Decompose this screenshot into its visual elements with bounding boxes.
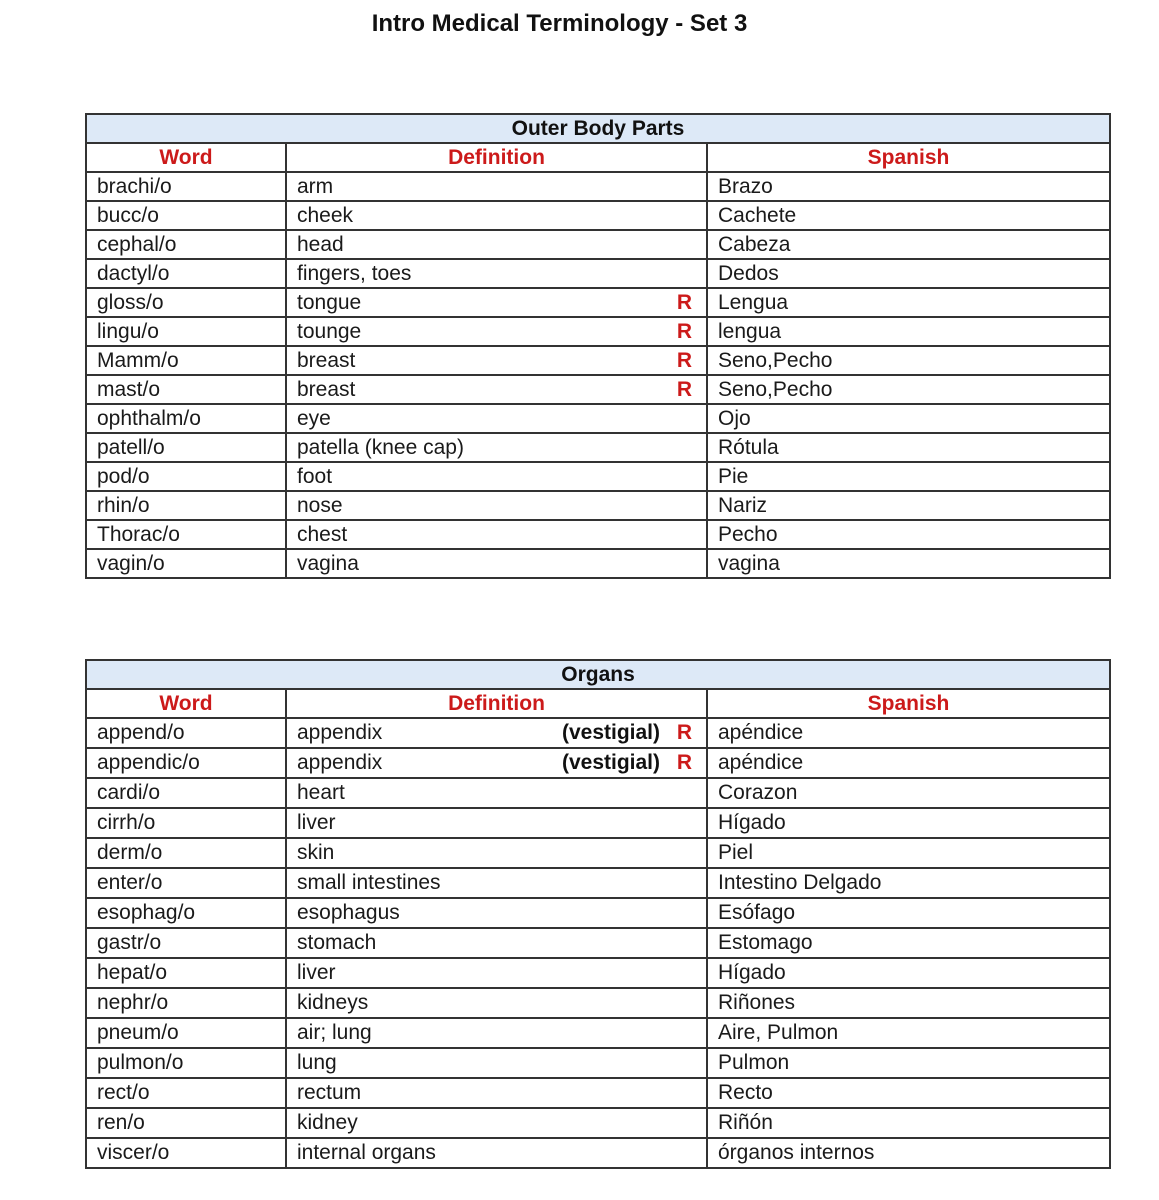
definition-cell bbox=[286, 462, 707, 491]
definition-cell bbox=[286, 808, 707, 838]
definition-text: tongue bbox=[297, 291, 362, 314]
spanish-cell: Esófago bbox=[707, 898, 1110, 928]
spanish-cell: vagina bbox=[707, 549, 1110, 578]
table-caption: Organs bbox=[86, 660, 1110, 689]
word-cell: Thorac/o bbox=[86, 520, 286, 549]
spanish-cell: apéndice bbox=[707, 748, 1110, 778]
definition-cell bbox=[286, 201, 707, 230]
definition-text: chest bbox=[297, 523, 348, 546]
definition-cell bbox=[286, 346, 707, 375]
definition-text: patella (knee cap) bbox=[297, 436, 464, 459]
table-row bbox=[86, 433, 1110, 462]
table-body bbox=[86, 172, 1110, 578]
definition-cell bbox=[286, 898, 707, 928]
table-row bbox=[86, 898, 1110, 928]
word-cell: vagin/o bbox=[86, 549, 286, 578]
word-cell: cirrh/o bbox=[86, 808, 286, 838]
table-row bbox=[86, 748, 1110, 778]
column-header-word: Word bbox=[86, 689, 286, 718]
word-cell: pneum/o bbox=[86, 1018, 286, 1048]
definition-cell bbox=[286, 288, 707, 317]
spanish-cell: Seno,Pecho bbox=[707, 375, 1110, 404]
definition-text: stomach bbox=[297, 931, 377, 954]
column-header-spanish: Spanish bbox=[707, 143, 1110, 172]
table-row bbox=[86, 1078, 1110, 1108]
table-row bbox=[86, 718, 1110, 748]
definition-cell bbox=[286, 230, 707, 259]
definition-cell bbox=[286, 375, 707, 404]
definition-text: air; lung bbox=[297, 1021, 372, 1044]
definition-cell bbox=[286, 778, 707, 808]
definition-text: heart bbox=[297, 781, 345, 804]
document-title: Intro Medical Terminology - Set 3 bbox=[371, 10, 748, 37]
definition-cell bbox=[286, 1078, 707, 1108]
definition-cell bbox=[286, 317, 707, 346]
spanish-cell: Cachete bbox=[707, 201, 1110, 230]
word-cell: brachi/o bbox=[86, 172, 286, 201]
spanish-cell: Ojo bbox=[707, 404, 1110, 433]
column-header-spanish: Spanish bbox=[707, 689, 1110, 718]
word-cell: bucc/o bbox=[86, 201, 286, 230]
table-row bbox=[86, 1018, 1110, 1048]
definition-cell bbox=[286, 1048, 707, 1078]
table-row bbox=[86, 838, 1110, 868]
table-row bbox=[86, 928, 1110, 958]
note-label: (vestigial) bbox=[561, 721, 660, 744]
word-cell: pod/o bbox=[86, 462, 286, 491]
definition-cell bbox=[286, 718, 707, 748]
definition-cell bbox=[286, 404, 707, 433]
word-cell: appendic/o bbox=[86, 748, 286, 778]
definition-text: fingers, toes bbox=[297, 262, 412, 285]
column-header-definition: Definition bbox=[286, 143, 707, 172]
spanish-cell: lengua bbox=[707, 317, 1110, 346]
word-cell: rect/o bbox=[86, 1078, 286, 1108]
spanish-cell: Hígado bbox=[707, 808, 1110, 838]
table-row bbox=[86, 520, 1110, 549]
definition-text: foot bbox=[297, 465, 333, 488]
table-row bbox=[86, 1108, 1110, 1138]
definition-text: small intestines bbox=[297, 871, 441, 894]
word-cell: ophthalm/o bbox=[86, 404, 286, 433]
table-row bbox=[86, 1138, 1110, 1168]
spanish-cell: Dedos bbox=[707, 259, 1110, 288]
spanish-cell: Intestino Delgado bbox=[707, 868, 1110, 898]
spanish-cell: apéndice bbox=[707, 718, 1110, 748]
word-cell: Mamm/o bbox=[86, 346, 286, 375]
definition-cell bbox=[286, 868, 707, 898]
spanish-cell: Pecho bbox=[707, 520, 1110, 549]
definition-cell bbox=[286, 491, 707, 520]
definition-text: esophagus bbox=[297, 901, 400, 924]
spanish-cell: Hígado bbox=[707, 958, 1110, 988]
definition-text: nose bbox=[297, 494, 343, 517]
r-marker: R bbox=[676, 291, 692, 314]
definition-text: appendix bbox=[297, 751, 383, 774]
word-cell: patell/o bbox=[86, 433, 286, 462]
word-cell: nephr/o bbox=[86, 988, 286, 1018]
spanish-cell: Seno,Pecho bbox=[707, 346, 1110, 375]
definition-text: liver bbox=[297, 811, 336, 834]
spanish-cell: Riñón bbox=[707, 1108, 1110, 1138]
note-label: (vestigial) bbox=[561, 751, 660, 774]
table-body bbox=[86, 718, 1110, 1168]
definition-text: appendix bbox=[297, 721, 383, 744]
table-row bbox=[86, 549, 1110, 578]
definition-cell bbox=[286, 549, 707, 578]
spanish-cell: órganos internos bbox=[707, 1138, 1110, 1168]
table-caption: Outer Body Parts bbox=[86, 114, 1110, 143]
definition-text: cheek bbox=[297, 204, 354, 227]
outer-body-parts-table bbox=[85, 113, 1111, 579]
spanish-cell: Rótula bbox=[707, 433, 1110, 462]
definition-cell bbox=[286, 1018, 707, 1048]
table-row bbox=[86, 808, 1110, 838]
definition-cell bbox=[286, 172, 707, 201]
table-row bbox=[86, 491, 1110, 520]
definition-cell bbox=[286, 259, 707, 288]
word-cell: esophag/o bbox=[86, 898, 286, 928]
definition-cell bbox=[286, 520, 707, 549]
spanish-cell: Piel bbox=[707, 838, 1110, 868]
word-cell: derm/o bbox=[86, 838, 286, 868]
table-row bbox=[86, 375, 1110, 404]
table-row bbox=[86, 462, 1110, 491]
spanish-cell: Pulmon bbox=[707, 1048, 1110, 1078]
table-row bbox=[86, 958, 1110, 988]
definition-cell bbox=[286, 958, 707, 988]
definition-cell bbox=[286, 748, 707, 778]
word-cell: cardi/o bbox=[86, 778, 286, 808]
table-row bbox=[86, 259, 1110, 288]
spanish-cell: Estomago bbox=[707, 928, 1110, 958]
word-cell: gastr/o bbox=[86, 928, 286, 958]
word-cell: hepat/o bbox=[86, 958, 286, 988]
column-header-word: Word bbox=[86, 143, 286, 172]
table-row bbox=[86, 778, 1110, 808]
r-marker: R bbox=[676, 751, 692, 774]
spanish-cell: Cabeza bbox=[707, 230, 1110, 259]
definition-text: breast bbox=[297, 378, 356, 401]
r-marker: R bbox=[676, 721, 692, 744]
spanish-cell: Recto bbox=[707, 1078, 1110, 1108]
definition-text: head bbox=[297, 233, 344, 256]
word-cell: cephal/o bbox=[86, 230, 286, 259]
table-row bbox=[86, 988, 1110, 1018]
spanish-cell: Brazo bbox=[707, 172, 1110, 201]
word-cell: ren/o bbox=[86, 1108, 286, 1138]
definition-text: rectum bbox=[297, 1081, 362, 1104]
table-row bbox=[86, 868, 1110, 898]
spanish-cell: Riñones bbox=[707, 988, 1110, 1018]
r-marker: R bbox=[676, 349, 692, 372]
definition-cell bbox=[286, 838, 707, 868]
organs-table bbox=[85, 659, 1111, 1169]
definition-text: kidney bbox=[297, 1111, 358, 1134]
table-row bbox=[86, 346, 1110, 375]
table-row bbox=[86, 288, 1110, 317]
spanish-cell: Nariz bbox=[707, 491, 1110, 520]
definition-text: skin bbox=[297, 841, 335, 864]
spanish-cell: Aire, Pulmon bbox=[707, 1018, 1110, 1048]
word-cell: enter/o bbox=[86, 868, 286, 898]
table-row bbox=[86, 404, 1110, 433]
word-cell: gloss/o bbox=[86, 288, 286, 317]
table-row bbox=[86, 201, 1110, 230]
spanish-cell: Lengua bbox=[707, 288, 1110, 317]
definition-text: eye bbox=[297, 407, 331, 430]
definition-cell bbox=[286, 1138, 707, 1168]
column-header-definition: Definition bbox=[286, 689, 707, 718]
definition-cell bbox=[286, 928, 707, 958]
definition-text: arm bbox=[297, 175, 334, 198]
word-cell: rhin/o bbox=[86, 491, 286, 520]
definition-cell bbox=[286, 1108, 707, 1138]
definition-text: lung bbox=[297, 1051, 337, 1074]
word-cell: viscer/o bbox=[86, 1138, 286, 1168]
table-row bbox=[86, 230, 1110, 259]
word-cell: append/o bbox=[86, 718, 286, 748]
definition-text: breast bbox=[297, 349, 356, 372]
definition-text: tounge bbox=[297, 320, 362, 343]
definition-cell bbox=[286, 433, 707, 462]
spanish-cell: Pie bbox=[707, 462, 1110, 491]
table-row bbox=[86, 1048, 1110, 1078]
word-cell: pulmon/o bbox=[86, 1048, 286, 1078]
r-marker: R bbox=[676, 320, 692, 343]
definition-cell bbox=[286, 988, 707, 1018]
definition-text: kidneys bbox=[297, 991, 369, 1014]
definition-text: liver bbox=[297, 961, 336, 984]
definition-text: internal organs bbox=[297, 1141, 436, 1164]
word-cell: lingu/o bbox=[86, 317, 286, 346]
word-cell: mast/o bbox=[86, 375, 286, 404]
spanish-cell: Corazon bbox=[707, 778, 1110, 808]
r-marker: R bbox=[676, 378, 692, 401]
definition-text: vagina bbox=[297, 552, 359, 575]
table-row bbox=[86, 172, 1110, 201]
word-cell: dactyl/o bbox=[86, 259, 286, 288]
table-row bbox=[86, 317, 1110, 346]
